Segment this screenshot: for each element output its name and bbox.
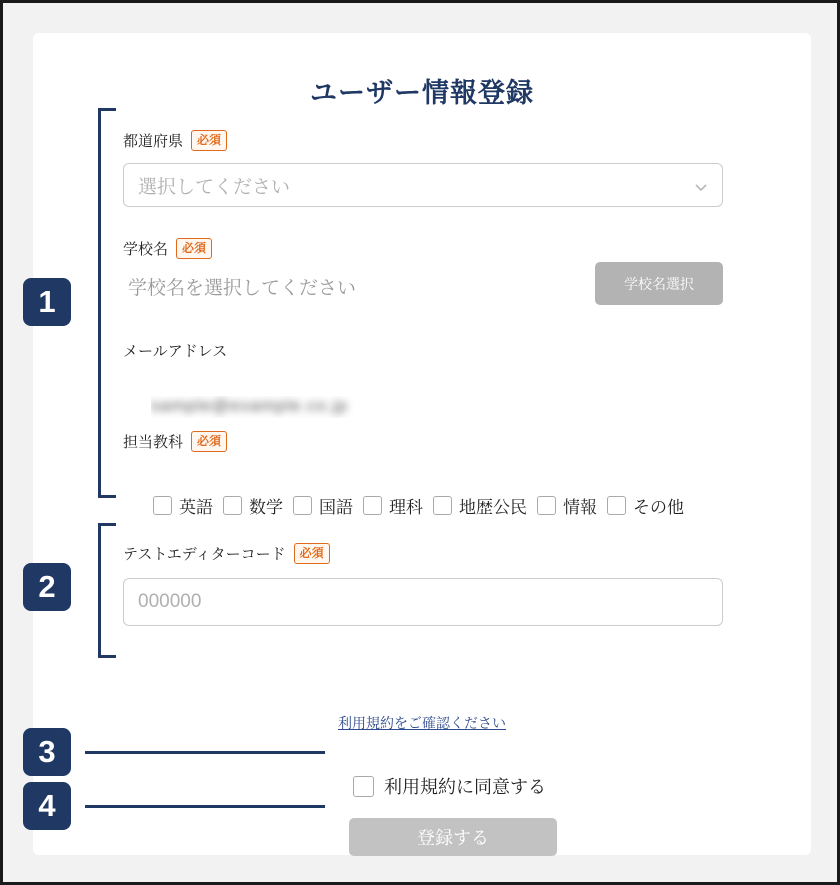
subject-checkbox-math[interactable]: 数学 xyxy=(223,493,283,518)
annotation-leader-3 xyxy=(85,751,325,754)
editor-code-placeholder: 000000 xyxy=(138,591,202,612)
subject-label-row xyxy=(123,431,227,452)
checkbox-icon[interactable] xyxy=(607,496,626,515)
page-title: ユーザー情報登録 xyxy=(310,78,534,108)
annotation-marker-4: 4 xyxy=(23,782,71,830)
annotation-bracket-1 xyxy=(98,108,116,498)
subject-checkbox-group xyxy=(153,493,763,518)
school-required-badge: 必須 xyxy=(176,238,212,259)
checkbox-icon[interactable] xyxy=(223,496,242,515)
checkbox-icon[interactable] xyxy=(433,496,452,515)
editor-code-label: テストエディターコード xyxy=(123,546,286,563)
prefecture-select-value: 選択してください xyxy=(138,176,291,198)
annotation-marker-1: 1 xyxy=(23,278,71,326)
chevron-down-icon xyxy=(694,178,708,192)
school-select-button[interactable]: 学校名選択 xyxy=(595,262,723,305)
prefecture-select[interactable] xyxy=(123,163,723,207)
editor-code-input[interactable] xyxy=(123,578,723,626)
subject-required-badge: 必須 xyxy=(191,431,227,452)
school-label: 学校名 xyxy=(123,241,169,258)
annotation-bracket-2 xyxy=(98,523,116,658)
email-label-row xyxy=(123,340,227,361)
school-value[interactable]: 学校名を選択してください xyxy=(128,278,357,299)
checkbox-icon[interactable] xyxy=(353,776,374,797)
subject-checkbox-english[interactable]: 英語 xyxy=(153,493,213,518)
school-label-row xyxy=(123,238,212,259)
subject-checkbox-other[interactable]: その他 xyxy=(607,493,684,518)
prefecture-required-badge: 必須 xyxy=(191,130,227,151)
editor-code-required-badge: 必須 xyxy=(294,543,330,564)
terms-link[interactable]: 利用規約をご確認ください xyxy=(338,715,506,731)
email-label: メールアドレス xyxy=(123,343,228,360)
subject-label: 担当教科 xyxy=(123,434,184,451)
prefecture-label-row xyxy=(123,130,227,151)
checkbox-icon[interactable] xyxy=(537,496,556,515)
annotation-marker-3: 3 xyxy=(23,728,71,776)
agree-terms-checkbox[interactable] xyxy=(353,773,546,799)
annotation-marker-2: 2 xyxy=(23,563,71,611)
subject-checkbox-japanese[interactable]: 国語 xyxy=(293,493,353,518)
subject-checkbox-science[interactable]: 理科 xyxy=(363,493,423,518)
prefecture-label: 都道府県 xyxy=(123,133,184,150)
subject-checkbox-social-studies[interactable]: 地歴公民 xyxy=(433,493,527,518)
checkbox-icon[interactable] xyxy=(363,496,382,515)
email-value: sample@example.co.jp xyxy=(151,396,348,415)
checkbox-icon[interactable] xyxy=(293,496,312,515)
checkbox-icon[interactable] xyxy=(153,496,172,515)
subject-checkbox-information[interactable]: 情報 xyxy=(537,493,597,518)
editor-code-label-row xyxy=(123,543,330,564)
registration-card xyxy=(33,33,811,855)
agree-terms-label: 利用規約に同意する xyxy=(384,777,546,797)
submit-button[interactable]: 登録する xyxy=(349,818,557,856)
annotation-leader-4 xyxy=(85,805,325,808)
